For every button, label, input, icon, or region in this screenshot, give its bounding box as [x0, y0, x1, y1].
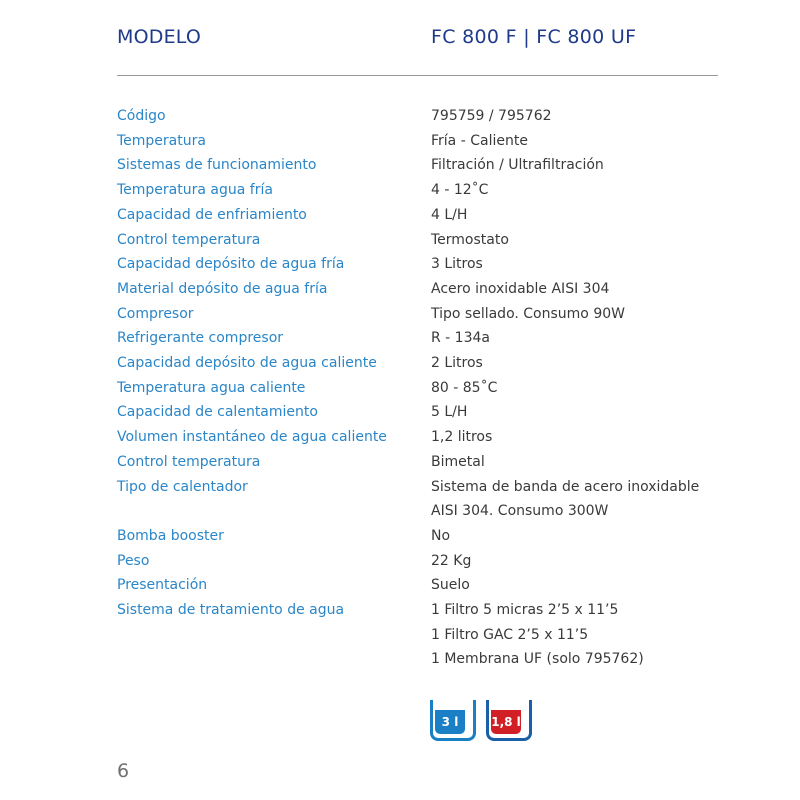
- spec-label: Presentación: [117, 577, 208, 594]
- spec-value: 80 - 85˚C: [431, 379, 498, 396]
- spec-value: 1,2 litros: [431, 429, 493, 446]
- spec-label: Peso: [117, 552, 150, 569]
- spec-label: Temperatura: [117, 132, 206, 149]
- spec-value: 795759 / 795762: [431, 108, 552, 124]
- spec-value: Suelo: [431, 577, 470, 594]
- spec-value: Sistema de banda de acero inoxidable: [431, 478, 700, 495]
- spec-value: 4 L/H: [431, 206, 468, 223]
- model-names: FC 800 F | FC 800 UF: [431, 26, 637, 48]
- cold-tank-label: 3 l: [435, 710, 465, 734]
- spec-label: Sistema de tratamiento de agua: [117, 602, 345, 619]
- spec-row-codigo: [117, 104, 717, 129]
- spec-row-presentacion: [117, 573, 717, 598]
- spec-row-deposito-caliente: [117, 351, 717, 376]
- spec-label: Capacidad depósito de agua caliente: [117, 355, 377, 372]
- spec-label: Volumen instantáneo de agua caliente: [117, 429, 387, 446]
- spec-label: Compresor: [117, 305, 194, 322]
- hot-tank-label: 1,8 l: [491, 710, 521, 734]
- spec-label: Temperatura agua caliente: [117, 379, 306, 396]
- spec-label: Control temperatura: [117, 453, 261, 470]
- spec-label: Capacidad depósito de agua fría: [117, 256, 345, 273]
- spec-row-deposito-fria: [117, 252, 717, 277]
- spec-label: Material depósito de agua fría: [117, 280, 328, 297]
- spec-value: 1 Filtro 5 micras 2’5 x 11’5: [431, 602, 619, 619]
- spec-row-control-temp-cold: [117, 228, 717, 253]
- spec-label: Código: [117, 108, 166, 124]
- spec-row-peso: [117, 549, 717, 574]
- spec-value: No: [431, 527, 451, 544]
- spec-value: 1 Filtro GAC 2’5 x 11’5: [431, 626, 589, 643]
- spec-value: 3 Litros: [431, 256, 483, 273]
- header-divider: [117, 75, 718, 76]
- spec-label: Sistemas de funcionamiento: [117, 157, 317, 174]
- spec-row-tratamiento-cont1: [117, 623, 717, 648]
- spec-row-enfriamiento: [117, 203, 717, 228]
- spec-value: Fría - Caliente: [431, 132, 528, 149]
- spec-row-compresor: [117, 302, 717, 327]
- spec-label: Control temperatura: [117, 231, 261, 248]
- spec-row-sistemas: [117, 153, 717, 178]
- model-heading: MODELO: [117, 26, 202, 48]
- spec-value: 1 Membrana UF (solo 795762): [431, 651, 644, 668]
- spec-label: Bomba booster: [117, 527, 224, 544]
- spec-label: Refrigerante compresor: [117, 330, 284, 347]
- spec-value: Acero inoxidable AISI 304: [431, 280, 610, 297]
- spec-row-temp-caliente: [117, 376, 717, 401]
- spec-row-temp-fria: [117, 178, 717, 203]
- hot-tank-icon: [486, 700, 532, 744]
- spec-value: R - 134a: [431, 330, 490, 347]
- spec-row-bomba: [117, 524, 717, 549]
- spec-row-temperatura: [117, 129, 717, 154]
- spec-label: Capacidad de calentamiento: [117, 404, 318, 421]
- spec-label: Capacidad de enfriamiento: [117, 206, 307, 223]
- page-header: [117, 26, 717, 56]
- spec-value: Bimetal: [431, 453, 485, 470]
- spec-value: Filtración / Ultrafiltración: [431, 157, 604, 174]
- page-number: 6: [117, 760, 130, 782]
- spec-label: Tipo de calentador: [117, 478, 248, 495]
- spec-row-control-temp-hot: [117, 450, 717, 475]
- spec-value: AISI 304. Consumo 300W: [431, 503, 609, 520]
- spec-table: [117, 104, 717, 672]
- spec-value: 22 Kg: [431, 552, 472, 569]
- spec-value: 4 - 12˚C: [431, 182, 489, 199]
- cold-tank-icon: [430, 700, 476, 744]
- spec-row-calentador: [117, 475, 717, 500]
- spec-row-refrigerante: [117, 326, 717, 351]
- spec-row-volumen: [117, 425, 717, 450]
- spec-value: 5 L/H: [431, 404, 468, 421]
- spec-row-calentamiento: [117, 400, 717, 425]
- spec-value: 2 Litros: [431, 355, 483, 372]
- spec-row-material: [117, 277, 717, 302]
- spec-value: Termostato: [431, 231, 509, 248]
- spec-label: Temperatura agua fría: [117, 182, 273, 199]
- spec-row-calentador-cont: [117, 499, 717, 524]
- spec-value: Tipo sellado. Consumo 90W: [431, 305, 625, 322]
- spec-row-tratamiento: [117, 598, 717, 623]
- spec-row-tratamiento-cont2: [117, 647, 717, 672]
- tank-icons: [430, 700, 532, 744]
